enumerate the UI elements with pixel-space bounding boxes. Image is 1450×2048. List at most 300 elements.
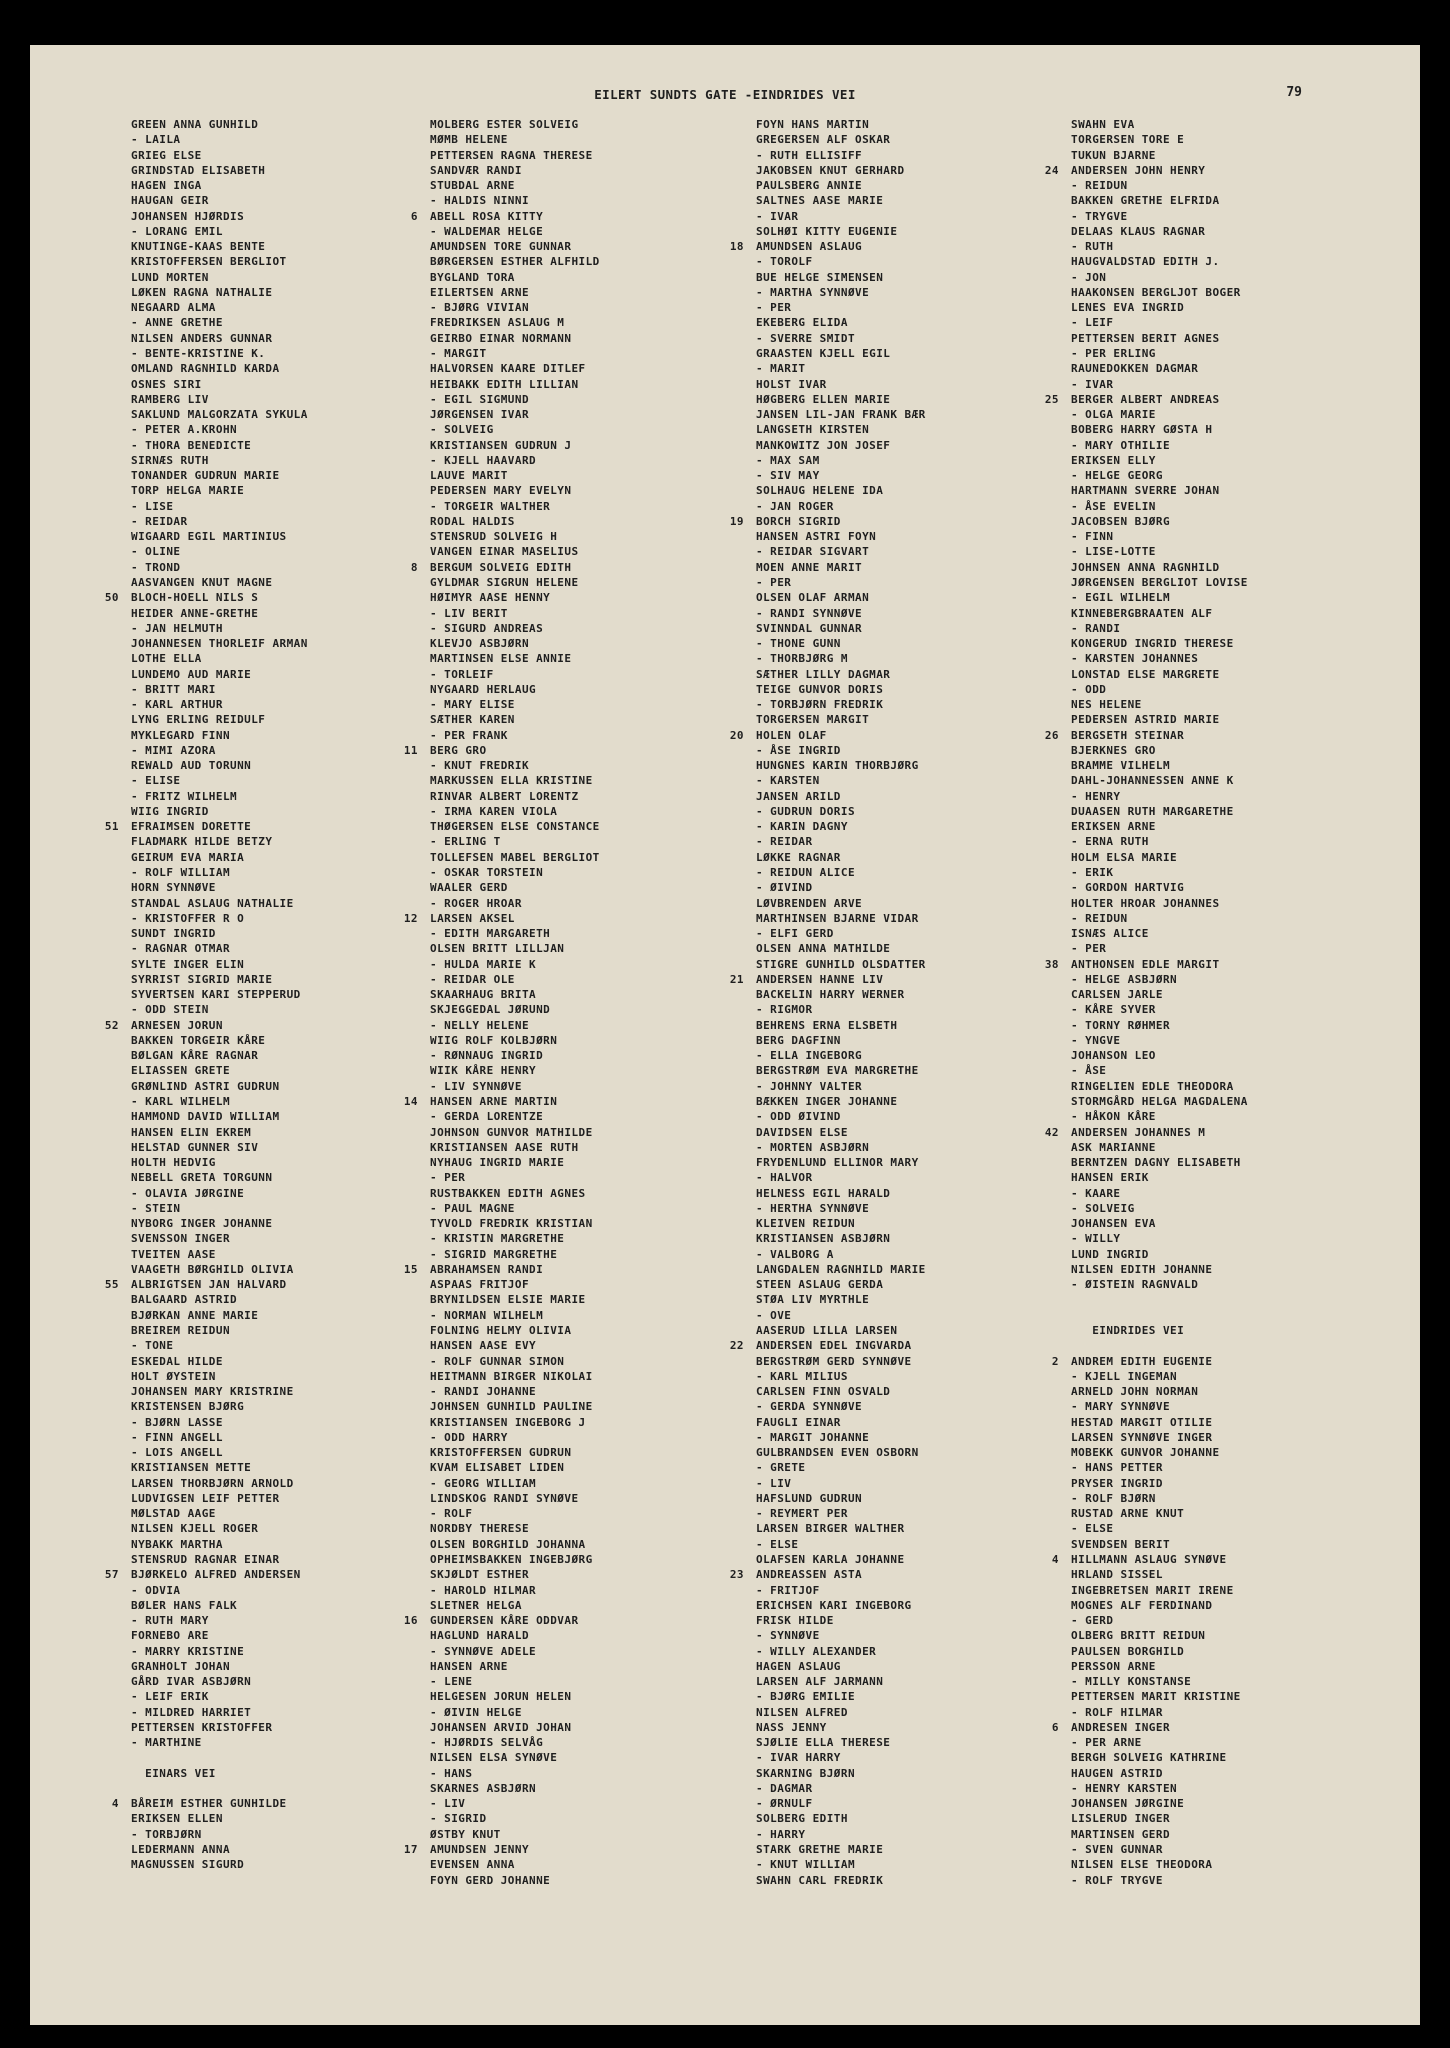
resident-name: GEIRBO EINAR NORMANN	[430, 331, 572, 345]
directory-entry	[1071, 1598, 1367, 1613]
directory-entry	[756, 1354, 1052, 1369]
resident-name: BAKKEN TORGEIR KÅRE	[131, 1033, 266, 1047]
resident-name: LARSEN THORBJØRN ARNOLD	[131, 1476, 294, 1490]
directory-entry	[756, 1583, 1052, 1598]
resident-name: NILSEN ELSA SYNØVE	[430, 1751, 558, 1765]
directory-entry	[1071, 1705, 1367, 1720]
resident-name: - MILDRED HARRIET	[131, 1705, 252, 1719]
resident-name: - IVAR	[1071, 377, 1114, 391]
resident-name: FRYDENLUND ELLINOR MARY	[756, 1156, 919, 1170]
directory-entry	[430, 1476, 726, 1491]
directory-entry	[430, 178, 726, 193]
resident-name: SOLBERG EDITH	[756, 1812, 848, 1826]
directory-entry	[1071, 1262, 1367, 1277]
resident-name: HAUGAN GEIR	[131, 194, 209, 208]
resident-name: LØVBRENDEN ARVE	[756, 896, 863, 910]
directory-entry	[756, 1292, 1052, 1307]
directory-entry	[430, 1445, 726, 1460]
directory-entry	[430, 636, 726, 651]
directory-entry	[1071, 224, 1367, 239]
directory-entry	[430, 1811, 726, 1826]
resident-name: NILSEN ELSE THEODORA	[1071, 1858, 1213, 1872]
directory-entry	[1071, 1583, 1367, 1598]
resident-name: - OVE	[756, 1308, 792, 1322]
directory-entry	[430, 468, 726, 483]
resident-name: EINARS VEI	[131, 1766, 216, 1780]
resident-name: TEIGE GUNVOR DORIS	[756, 682, 884, 696]
directory-entry	[403, 1094, 726, 1109]
directory-entry	[430, 941, 726, 956]
resident-name: HALVORSEN KAARE DITLEF	[430, 362, 586, 376]
directory-entry	[1071, 1521, 1367, 1536]
resident-name: ANDRESEN INGER	[1071, 1720, 1171, 1734]
resident-name: PETTERSEN BERIT AGNES	[1071, 331, 1220, 345]
resident-name: LØKEN RAGNA NATHALIE	[131, 285, 273, 299]
directory-entry	[1071, 1033, 1367, 1048]
resident-name: MØLSTAD AAGE	[131, 1507, 216, 1521]
house-number: 2	[1051, 1354, 1059, 1368]
page-number: 79	[1286, 85, 1302, 100]
resident-name: BJERKNES GRO	[1071, 743, 1156, 757]
resident-name: PRYSER INGRID	[1071, 1476, 1163, 1490]
directory-entry	[430, 1644, 726, 1659]
directory-entry	[729, 1338, 1052, 1353]
resident-name: - ELSE	[756, 1537, 799, 1551]
resident-name: EVENSEN ANNA	[430, 1858, 515, 1872]
resident-name: LANGDALEN RAGNHILD MARIE	[756, 1262, 926, 1276]
directory-entry	[1071, 1201, 1367, 1216]
resident-name: - SIV MAY	[756, 469, 820, 483]
resident-name: EILERTSEN ARNE	[430, 285, 530, 299]
resident-name: MOEN ANNE MARIT	[756, 560, 863, 574]
directory-entry	[430, 1598, 726, 1613]
resident-name: BØLER HANS FALK	[131, 1598, 238, 1612]
directory-entry	[1071, 1750, 1367, 1765]
house-number: 42	[1044, 1125, 1059, 1139]
resident-name: SÆTHER KAREN	[430, 713, 515, 727]
directory-entry	[756, 1873, 1052, 1888]
directory-entry	[756, 1231, 1052, 1246]
resident-name: ARNESEN JORUN	[131, 1018, 223, 1032]
house-number: 18	[729, 240, 744, 254]
resident-name: - THORBJØRG M	[756, 652, 848, 666]
resident-name: - MARY OTHILIE	[1071, 438, 1171, 452]
directory-entry	[1071, 1674, 1367, 1689]
resident-name: BAKKEN GRETHE ELFRIDA	[1071, 194, 1220, 208]
resident-name: - LAILA	[131, 133, 181, 147]
resident-name: TORGERSEN TORE E	[1071, 133, 1185, 147]
resident-name: - REIDUN	[1071, 179, 1128, 193]
directory-entry	[131, 773, 427, 788]
directory-entry	[131, 407, 427, 422]
resident-name: - MARTHA SYNNØVE	[756, 285, 870, 299]
directory-entry	[430, 1781, 726, 1796]
resident-name: - LIV BERIT	[430, 606, 508, 620]
directory-entry	[131, 621, 427, 636]
resident-name: - VALBORG A	[756, 1247, 834, 1261]
resident-name: PETTERSEN MARIT KRISTINE	[1071, 1690, 1241, 1704]
house-number: 52	[104, 1018, 119, 1032]
resident-name: - ROLF	[430, 1507, 473, 1521]
resident-name: - KARL WILHELM	[131, 1095, 231, 1108]
resident-name: REWALD AUD TORUNN	[131, 759, 252, 773]
house-number: 55	[104, 1278, 119, 1292]
resident-name: ASK MARIANNE	[1071, 1140, 1156, 1154]
resident-name: HANSEN ELIN EKREM	[131, 1125, 252, 1139]
resident-name: - MARIT	[756, 362, 806, 376]
directory-entry	[131, 1323, 427, 1338]
resident-name: TOLLEFSEN MABEL BERGLIOT	[430, 850, 600, 864]
resident-name: - FINN ANGELL	[131, 1430, 223, 1444]
directory-entry	[430, 1460, 726, 1475]
directory-entry	[131, 834, 427, 849]
resident-name: - JAN ROGER	[756, 499, 834, 513]
resident-name: JOHANSEN ARVID JOHAN	[430, 1720, 572, 1734]
resident-name: LARSEN SYNNØVE INGER	[1071, 1430, 1213, 1444]
resident-name: WIIG INGRID	[131, 804, 209, 818]
resident-name: SKARNING BJØRN	[756, 1766, 856, 1780]
resident-name: - EGIL WILHELM	[1071, 591, 1171, 605]
directory-entry	[1071, 1811, 1367, 1826]
directory-entry	[430, 1827, 726, 1842]
column-2	[403, 117, 726, 1888]
directory-entry	[756, 438, 1052, 453]
directory-entry	[1071, 1476, 1367, 1491]
resident-name: HOLT ØYSTEIN	[131, 1369, 216, 1383]
directory-entry	[131, 1537, 427, 1552]
directory-entry	[131, 987, 427, 1002]
directory-entry	[430, 1415, 726, 1430]
resident-name: - GERDA LORENTZE	[430, 1110, 544, 1124]
directory-entry	[1071, 1018, 1367, 1033]
directory-entry	[430, 1018, 726, 1033]
directory-entry	[756, 1216, 1052, 1231]
resident-name: HØGBERG ELLEN MARIE	[756, 392, 891, 406]
directory-entry	[1044, 1125, 1367, 1140]
resident-name: TUKUN BJARNE	[1071, 148, 1156, 162]
resident-name: WIGAARD EGIL MARTINIUS	[131, 530, 287, 544]
resident-name: - SYNNØVE	[756, 1629, 820, 1643]
resident-name: ANDREASSEN ASTA	[756, 1568, 863, 1582]
directory-entry	[131, 728, 427, 743]
directory-entry	[756, 1842, 1052, 1857]
resident-name: - PAUL MAGNE	[430, 1201, 515, 1215]
directory-entry	[430, 1384, 726, 1399]
directory-entry	[131, 651, 427, 666]
resident-name: - TORGEIR WALTHER	[430, 499, 551, 513]
directory-entry	[1071, 773, 1367, 788]
resident-name: HOLTER HROAR JOHANNES	[1071, 896, 1220, 910]
directory-entry	[131, 606, 427, 621]
resident-name: - ERLING T	[430, 835, 501, 849]
directory-entry	[756, 1491, 1052, 1506]
resident-name: ERIKSEN ELLY	[1071, 453, 1156, 467]
resident-name: - ERNA RUTH	[1071, 835, 1149, 849]
resident-name: TVEITEN AASE	[131, 1247, 216, 1261]
directory-entry	[403, 1842, 726, 1857]
resident-name: MARTINSEN ELSE ANNIE	[430, 652, 572, 666]
directory-entry	[410, 209, 726, 224]
resident-name: JOHNSON GUNVOR MATHILDE	[430, 1125, 593, 1139]
house-number: 4	[111, 1797, 119, 1811]
resident-name: TONANDER GUDRUN MARIE	[131, 469, 280, 483]
resident-name: SKJEGGEDAL JØRUND	[430, 1003, 551, 1017]
directory-entry	[1071, 880, 1367, 895]
directory-entry	[756, 193, 1052, 208]
directory-entry	[430, 1323, 726, 1338]
directory-entry	[430, 651, 726, 666]
resident-name: - TRYGVE	[1071, 209, 1128, 223]
directory-entry	[131, 346, 427, 361]
directory-entry	[131, 315, 427, 330]
resident-name: BERGSETH STEINAR	[1071, 728, 1185, 742]
directory-entry	[756, 529, 1052, 544]
resident-name: BERG GRO	[430, 743, 487, 757]
resident-name: - ELISE	[131, 774, 181, 788]
resident-name: TYVOLD FREDRIK KRISTIAN	[430, 1217, 593, 1231]
resident-name: HAAKONSEN BERGLJOT BOGER	[1071, 285, 1241, 299]
directory-entry	[430, 1155, 726, 1170]
page-header-title: EILERT SUNDTS GATE -EINDRIDES VEI	[594, 87, 856, 102]
resident-name: - BJØRG EMILIE	[756, 1690, 856, 1704]
resident-name: - HELGE ASBJØRN	[1071, 972, 1178, 986]
directory-entry	[430, 1308, 726, 1323]
directory-entry	[131, 972, 427, 987]
resident-name: OLSEN OLAF ARMAN	[756, 591, 870, 605]
directory-entry	[1071, 911, 1367, 926]
resident-name: - LIV	[756, 1476, 792, 1490]
resident-name: - MARY SYNNØVE	[1071, 1400, 1171, 1414]
directory-entry	[756, 163, 1052, 178]
directory-entry	[756, 697, 1052, 712]
directory-entry	[430, 865, 726, 880]
resident-name: - RUTH MARY	[131, 1614, 209, 1628]
directory-entry	[430, 773, 726, 788]
directory-entry	[1071, 636, 1367, 651]
resident-name: ANDERSEN JOHN HENRY	[1071, 163, 1206, 177]
directory-entry	[430, 1659, 726, 1674]
directory-entry	[131, 1186, 427, 1201]
resident-name: BERG DAGFINN	[756, 1033, 841, 1047]
resident-name: - BJØRN LASSE	[131, 1415, 223, 1429]
resident-name: OLSEN BORGHILD JOHANNA	[430, 1537, 586, 1551]
resident-name: - HARRY	[756, 1827, 806, 1841]
resident-name: - BJØRG VIVIAN	[430, 301, 530, 315]
resident-name: ABRAHAMSEN RANDI	[430, 1262, 544, 1276]
resident-name: - ODD HARRY	[430, 1430, 508, 1444]
resident-name: STORMGÅRD HELGA MAGDALENA	[1071, 1095, 1248, 1108]
directory-entry	[1071, 1873, 1367, 1888]
resident-name: - EGIL SIGMUND	[430, 392, 530, 406]
directory-entry	[756, 1827, 1052, 1842]
resident-name: - ODD	[1071, 682, 1107, 696]
resident-name: LUND MORTEN	[131, 270, 209, 284]
directory-entry	[1071, 453, 1367, 468]
directory-entry	[729, 514, 1052, 529]
resident-name: - HENRY	[1071, 789, 1121, 803]
directory-entry	[430, 1506, 726, 1521]
resident-name: EFRAIMSEN DORETTE	[131, 820, 252, 834]
directory-entry	[131, 1644, 427, 1659]
directory-entry	[131, 1705, 427, 1720]
directory-entry	[756, 1170, 1052, 1185]
directory-entry	[756, 1277, 1052, 1292]
directory-entry	[1071, 743, 1367, 758]
directory-entry	[430, 1354, 726, 1369]
directory-entry	[131, 1766, 427, 1781]
resident-name: KRISTIANSEN AASE RUTH	[430, 1140, 579, 1154]
directory-entry	[430, 590, 726, 605]
directory-entry	[1071, 1842, 1367, 1857]
directory-entry	[1071, 407, 1367, 422]
resident-name: SWAHN CARL FREDRIK	[756, 1873, 884, 1887]
resident-name: - PER FRANK	[430, 728, 508, 742]
resident-name: - LIV SYNNØVE	[430, 1079, 522, 1093]
resident-name: FOYN HANS MARTIN	[756, 118, 870, 131]
resident-name: FLADMARK HILDE BETZY	[131, 835, 273, 849]
resident-name: LUDVIGSEN LEIF PETTER	[131, 1491, 280, 1505]
directory-entry	[430, 804, 726, 819]
directory-entry	[131, 377, 427, 392]
resident-name: - REIDUN ALICE	[756, 866, 856, 880]
resident-name: SYVERTSEN KARI STEPPERUD	[131, 988, 301, 1002]
resident-name: - TONE	[131, 1339, 174, 1353]
house-number: 24	[1044, 163, 1059, 177]
resident-name: OPHEIMSBAKKEN INGEBJØRG	[430, 1552, 593, 1566]
resident-name: - WALDEMAR HELGE	[430, 224, 544, 238]
resident-name: PEDERSEN MARY EVELYN	[430, 484, 572, 498]
resident-name: NES HELENE	[1071, 698, 1142, 712]
resident-name: - SIGURD ANDREAS	[430, 621, 544, 635]
directory-entry	[430, 1537, 726, 1552]
resident-name: MARKUSSEN ELLA KRISTINE	[430, 774, 593, 788]
house-number: 8	[410, 560, 418, 574]
resident-name: ERIKSEN ELLEN	[131, 1812, 223, 1826]
resident-name: SIRNÆS RUTH	[131, 453, 209, 467]
resident-name: - JAN HELMUTH	[131, 621, 223, 635]
resident-name: - IVAR HARRY	[756, 1751, 841, 1765]
resident-name: BLOCH-HOELL NILS S	[131, 591, 259, 605]
directory-entry	[1071, 1460, 1367, 1475]
resident-name: LISLERUD INGER	[1071, 1812, 1171, 1826]
resident-name: - SVERRE SMIDT	[756, 331, 856, 345]
resident-name: RUSTBAKKEN EDITH AGNES	[430, 1186, 586, 1200]
resident-name: HOLEN OLAF	[756, 728, 827, 742]
resident-name: SÆTHER LILLY DAGMAR	[756, 667, 891, 681]
resident-name: LUNDEMO AUD MARIE	[131, 667, 252, 681]
resident-name: MARTHINSEN BJARNE VIDAR	[756, 911, 919, 925]
directory-entry	[729, 239, 1052, 254]
directory-entry	[430, 1796, 726, 1811]
directory-entry	[756, 758, 1052, 773]
directory-entry	[756, 575, 1052, 590]
directory-entry	[131, 1140, 427, 1155]
directory-entry	[1071, 1567, 1367, 1582]
resident-name: HØIMYR AASE HENNY	[430, 591, 551, 605]
resident-name: BERGSTRØM GERD SYNNØVE	[756, 1354, 912, 1368]
directory-entry	[756, 1659, 1052, 1674]
resident-name: - ROLF WILLIAM	[131, 866, 231, 880]
resident-name: PETTERSEN KRISTOFFER	[131, 1720, 273, 1734]
directory-entry	[131, 422, 427, 437]
directory-entry	[1071, 1140, 1367, 1155]
resident-name: - PER ERLING	[1071, 346, 1156, 360]
resident-name: HARTMANN SVERRE JOHAN	[1071, 484, 1220, 498]
directory-entry	[756, 1399, 1052, 1414]
resident-name: HILLMANN ASLAUG SYNØVE	[1071, 1552, 1227, 1566]
resident-name: ANDERSEN HANNE LIV	[756, 972, 884, 986]
directory-entry	[756, 1063, 1052, 1078]
resident-name: SVINNDAL GUNNAR	[756, 621, 863, 635]
resident-name: KVAM ELISABET LIDEN	[430, 1461, 565, 1475]
directory-entry	[430, 1125, 726, 1140]
resident-name: PAULSEN BORGHILD	[1071, 1644, 1185, 1658]
directory-entry	[756, 1308, 1052, 1323]
directory-entry	[1071, 377, 1367, 392]
directory-entry	[131, 560, 427, 575]
resident-name: ERIKSEN ARNE	[1071, 820, 1156, 834]
directory-entry	[1071, 1369, 1367, 1384]
resident-name: BJØRKELO ALFRED ANDERSEN	[131, 1568, 301, 1582]
resident-name: - REIDAR	[756, 835, 813, 849]
directory-entry	[1071, 1277, 1367, 1292]
resident-name: SLETNER HELGA	[430, 1598, 522, 1612]
directory-entry	[1071, 178, 1367, 193]
directory-entry	[131, 1781, 427, 1796]
directory-entry	[131, 1720, 427, 1735]
directory-entry	[756, 896, 1052, 911]
resident-name: - TORBJØRN	[131, 1827, 202, 1841]
resident-name: HELSTAD GUNNER SIV	[131, 1140, 259, 1154]
directory-entry	[756, 636, 1052, 651]
resident-name: - ØIVIN HELGE	[430, 1705, 522, 1719]
resident-name: HAUGEN ASTRID	[1071, 1766, 1163, 1780]
resident-name: VAAGETH BØRGHILD OLIVIA	[131, 1262, 294, 1276]
directory-entry	[756, 1750, 1052, 1765]
directory-entry	[1071, 148, 1367, 163]
resident-name: MAGNUSSEN SIGURD	[131, 1858, 245, 1872]
directory-entry	[430, 407, 726, 422]
resident-name: - REIDUN	[1071, 911, 1128, 925]
directory-entry	[756, 1048, 1052, 1063]
resident-name: - KJELL HAAVARD	[430, 453, 537, 467]
directory-entry	[756, 957, 1052, 972]
directory-entry	[756, 743, 1052, 758]
resident-name: JØRGENSEN BERGLIOT LOVISE	[1071, 575, 1248, 589]
resident-name: SAKLUND MALGORZATA SYKULA	[131, 408, 308, 422]
directory-entry	[756, 865, 1052, 880]
directory-entry	[430, 132, 726, 147]
resident-name: STEEN ASLAUG GERDA	[756, 1278, 884, 1292]
directory-entry	[756, 850, 1052, 865]
directory-entry	[1071, 239, 1367, 254]
directory-entry	[756, 1323, 1052, 1338]
resident-name: SVENSSON INGER	[131, 1232, 231, 1246]
resident-name: LENES EVA INGRID	[1071, 301, 1185, 315]
directory-entry	[756, 1766, 1052, 1781]
directory-entry	[131, 1613, 427, 1628]
resident-name: - MORTEN ASBJØRN	[756, 1140, 870, 1154]
directory-entry	[756, 422, 1052, 437]
directory-entry	[756, 789, 1052, 804]
directory-entry	[756, 1079, 1052, 1094]
resident-name: - YNGVE	[1071, 1033, 1121, 1047]
resident-name: WIIG ROLF KOLBJØRN	[430, 1033, 558, 1047]
directory-entry	[756, 1415, 1052, 1430]
resident-name: OMLAND RAGNHILD KARDA	[131, 362, 280, 376]
directory-entry	[430, 682, 726, 697]
resident-name: LARSEN ALF JARMANN	[756, 1675, 884, 1689]
